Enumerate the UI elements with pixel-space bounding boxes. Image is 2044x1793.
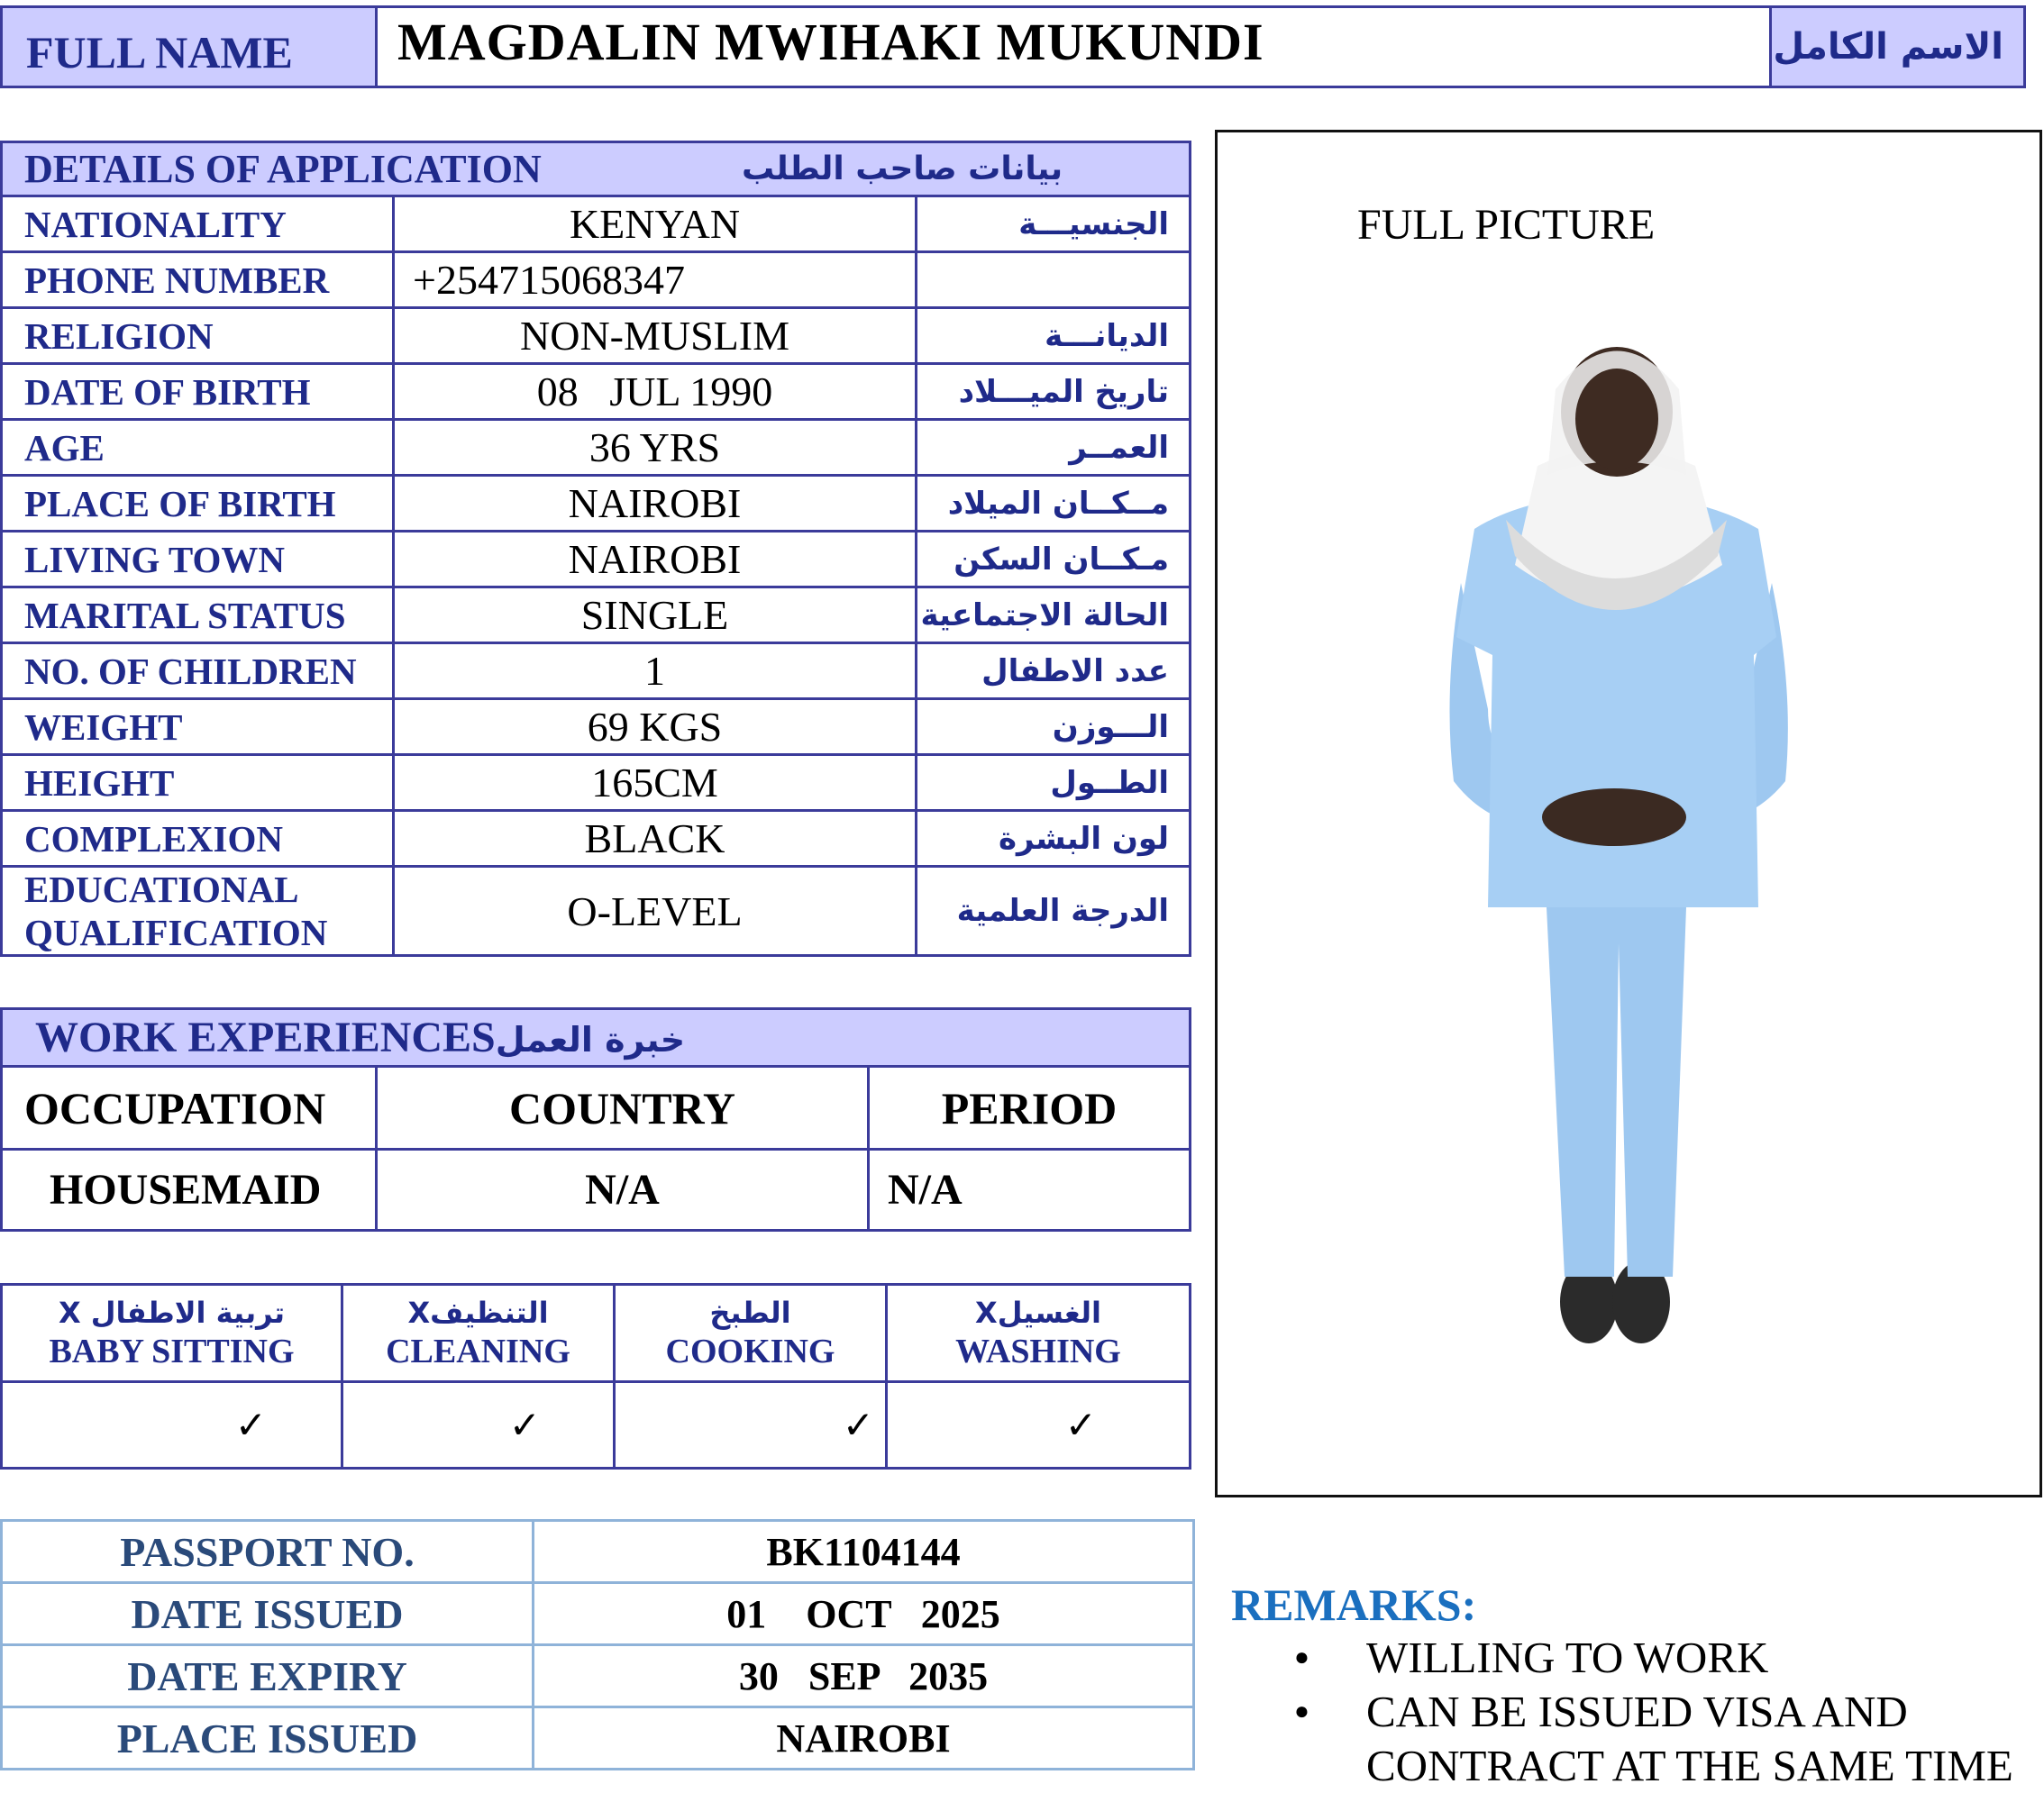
detail-label-ar: لون البشرة <box>917 811 1191 867</box>
skills-table <box>0 1283 1191 1470</box>
table-row <box>2 1707 1194 1770</box>
passport-value: 30 SEP 2035 <box>534 1645 1194 1707</box>
detail-label: PLACE OF BIRTH <box>2 476 394 532</box>
check-mark-icon: ✓ <box>342 1382 615 1469</box>
detail-label: AGE <box>2 420 394 476</box>
column-header: OCCUPATION <box>2 1067 377 1150</box>
detail-value: BLACK <box>394 811 917 867</box>
passport-table <box>0 1519 1195 1770</box>
check-mark-icon: ✓ <box>2 1382 342 1469</box>
detail-value: KENYAN <box>394 196 917 252</box>
skill-label-ar: X تربية الاطفال <box>58 1295 286 1330</box>
detail-label: NO. OF CHILDREN <box>2 643 394 699</box>
detail-label: MARITAL STATUS <box>2 587 394 643</box>
picture-label: FULL PICTURE <box>1357 201 1656 249</box>
detail-label-ar: مـكــان السكن <box>917 532 1191 587</box>
detail-value: SINGLE <box>394 587 917 643</box>
passport-value: BK1104144 <box>534 1521 1194 1583</box>
skill-label: COOKING <box>665 1332 835 1370</box>
details-header-ar: بيانات صاحب الطلب <box>742 150 1063 187</box>
remarks-list <box>1280 1631 2044 1793</box>
passport-label: PLACE ISSUED <box>2 1707 534 1770</box>
detail-label-ar: تاريخ الميـــلاد <box>917 364 1191 420</box>
work-header-ar: خبرة العمل <box>495 1020 686 1060</box>
details-header-row <box>2 142 1191 196</box>
detail-label: COMPLEXION <box>2 811 394 867</box>
detail-label: EDUCATIONAL QUALIFICATION <box>2 867 394 956</box>
table-row <box>2 587 1191 643</box>
full-name-bar <box>0 5 2026 88</box>
skill-label: BABY SITTING <box>49 1332 295 1370</box>
table-row <box>2 1583 1194 1645</box>
work-cell: N/A <box>377 1150 869 1231</box>
detail-label: DATE OF BIRTH <box>2 364 394 420</box>
detail-label-ar: الديانـــة <box>917 308 1191 364</box>
detail-value: NAIROBI <box>394 532 917 587</box>
detail-value: 36 YRS <box>394 420 917 476</box>
detail-label-ar: العمــر <box>917 420 1191 476</box>
detail-label: WEIGHT <box>2 699 394 755</box>
detail-value: 165CM <box>394 755 917 811</box>
detail-label-ar: الحالة الاجتماعية <box>917 587 1191 643</box>
remarks-title: REMARKS: <box>1231 1579 1477 1630</box>
detail-label-ar: الدرجة العلمية <box>917 867 1191 956</box>
work-header: WORK EXPERIENCES <box>35 1014 496 1061</box>
table-row <box>2 364 1191 420</box>
detail-label-ar <box>917 252 1191 308</box>
detail-label: HEIGHT <box>2 755 394 811</box>
table-row <box>2 643 1191 699</box>
list-item: ● CAN BE ISSUED VISA AND CONTRACT AT THE SAME TIME <box>1280 1685 2044 1793</box>
skill-header <box>2 1285 342 1382</box>
detail-value: 1 <box>394 643 917 699</box>
table-row <box>2 811 1191 867</box>
table-row <box>2 867 1191 956</box>
detail-label-ar: الطــول <box>917 755 1191 811</box>
full-name-label-ar: الاسم الكامل <box>1769 8 2023 86</box>
skills-header-row <box>2 1285 1191 1382</box>
table-row <box>2 1521 1194 1583</box>
work-header-row <box>2 1009 1191 1067</box>
work-cell: N/A <box>869 1150 1191 1231</box>
skill-label-ar: Xالغسيل <box>975 1295 1101 1330</box>
detail-label: PHONE NUMBER <box>2 252 394 308</box>
detail-value: NAIROBI <box>394 476 917 532</box>
full-name-value: MAGDALIN MWIHAKI MUKUNDI <box>397 13 1264 71</box>
details-header: DETAILS OF APPLICATION <box>24 147 542 191</box>
table-row <box>2 252 1191 308</box>
passport-value: NAIROBI <box>534 1707 1194 1770</box>
table-row <box>2 196 1191 252</box>
detail-label-ar: مــكــان الميلاد <box>917 476 1191 532</box>
work-column-headers <box>2 1067 1191 1150</box>
picture-frame <box>1215 130 2042 1497</box>
column-header: COUNTRY <box>377 1067 869 1150</box>
table-row <box>2 1645 1194 1707</box>
skill-header <box>887 1285 1191 1382</box>
skill-label-ar: Xالتنظيف <box>407 1295 549 1330</box>
skill-label: CLEANING <box>386 1332 570 1370</box>
column-header: PERIOD <box>869 1067 1191 1150</box>
work-experience-table <box>0 1007 1191 1232</box>
check-mark-icon: ✓ <box>615 1382 887 1469</box>
detail-value: 08 JUL 1990 <box>394 364 917 420</box>
skill-header <box>342 1285 615 1382</box>
applicant-photo <box>1218 132 2039 1495</box>
passport-value: 01 OCT 2025 <box>534 1583 1194 1645</box>
detail-label: LIVING TOWN <box>2 532 394 587</box>
skills-check-row <box>2 1382 1191 1469</box>
detail-label-ar: عدد الاطفال <box>917 643 1191 699</box>
table-row <box>2 476 1191 532</box>
check-mark-icon: ✓ <box>887 1382 1191 1469</box>
detail-label: RELIGION <box>2 308 394 364</box>
detail-value: O-LEVEL <box>394 867 917 956</box>
detail-value: +254715068347 <box>394 252 917 308</box>
detail-value: 69 KGS <box>394 699 917 755</box>
passport-label: PASSPORT NO. <box>2 1521 534 1583</box>
skill-label: WASHING <box>955 1332 1121 1370</box>
full-name-label: FULL NAME <box>3 8 378 86</box>
passport-label: DATE EXPIRY <box>2 1645 534 1707</box>
details-table <box>0 141 1191 957</box>
table-row <box>2 755 1191 811</box>
table-row <box>2 308 1191 364</box>
detail-label: NATIONALITY <box>2 196 394 252</box>
detail-label-ar: الـــوزن <box>917 699 1191 755</box>
skill-label-ar: الطبخ <box>709 1295 791 1330</box>
detail-value: NON-MUSLIM <box>394 308 917 364</box>
table-row <box>2 420 1191 476</box>
passport-label: DATE ISSUED <box>2 1583 534 1645</box>
table-row <box>2 1150 1191 1231</box>
list-item: ● WILLING TO WORK <box>1280 1631 2044 1685</box>
work-cell: HOUSEMAID <box>2 1150 377 1231</box>
table-row <box>2 532 1191 587</box>
table-row <box>2 699 1191 755</box>
detail-label-ar: الجنسيـــة <box>917 196 1191 252</box>
skill-header <box>615 1285 887 1382</box>
